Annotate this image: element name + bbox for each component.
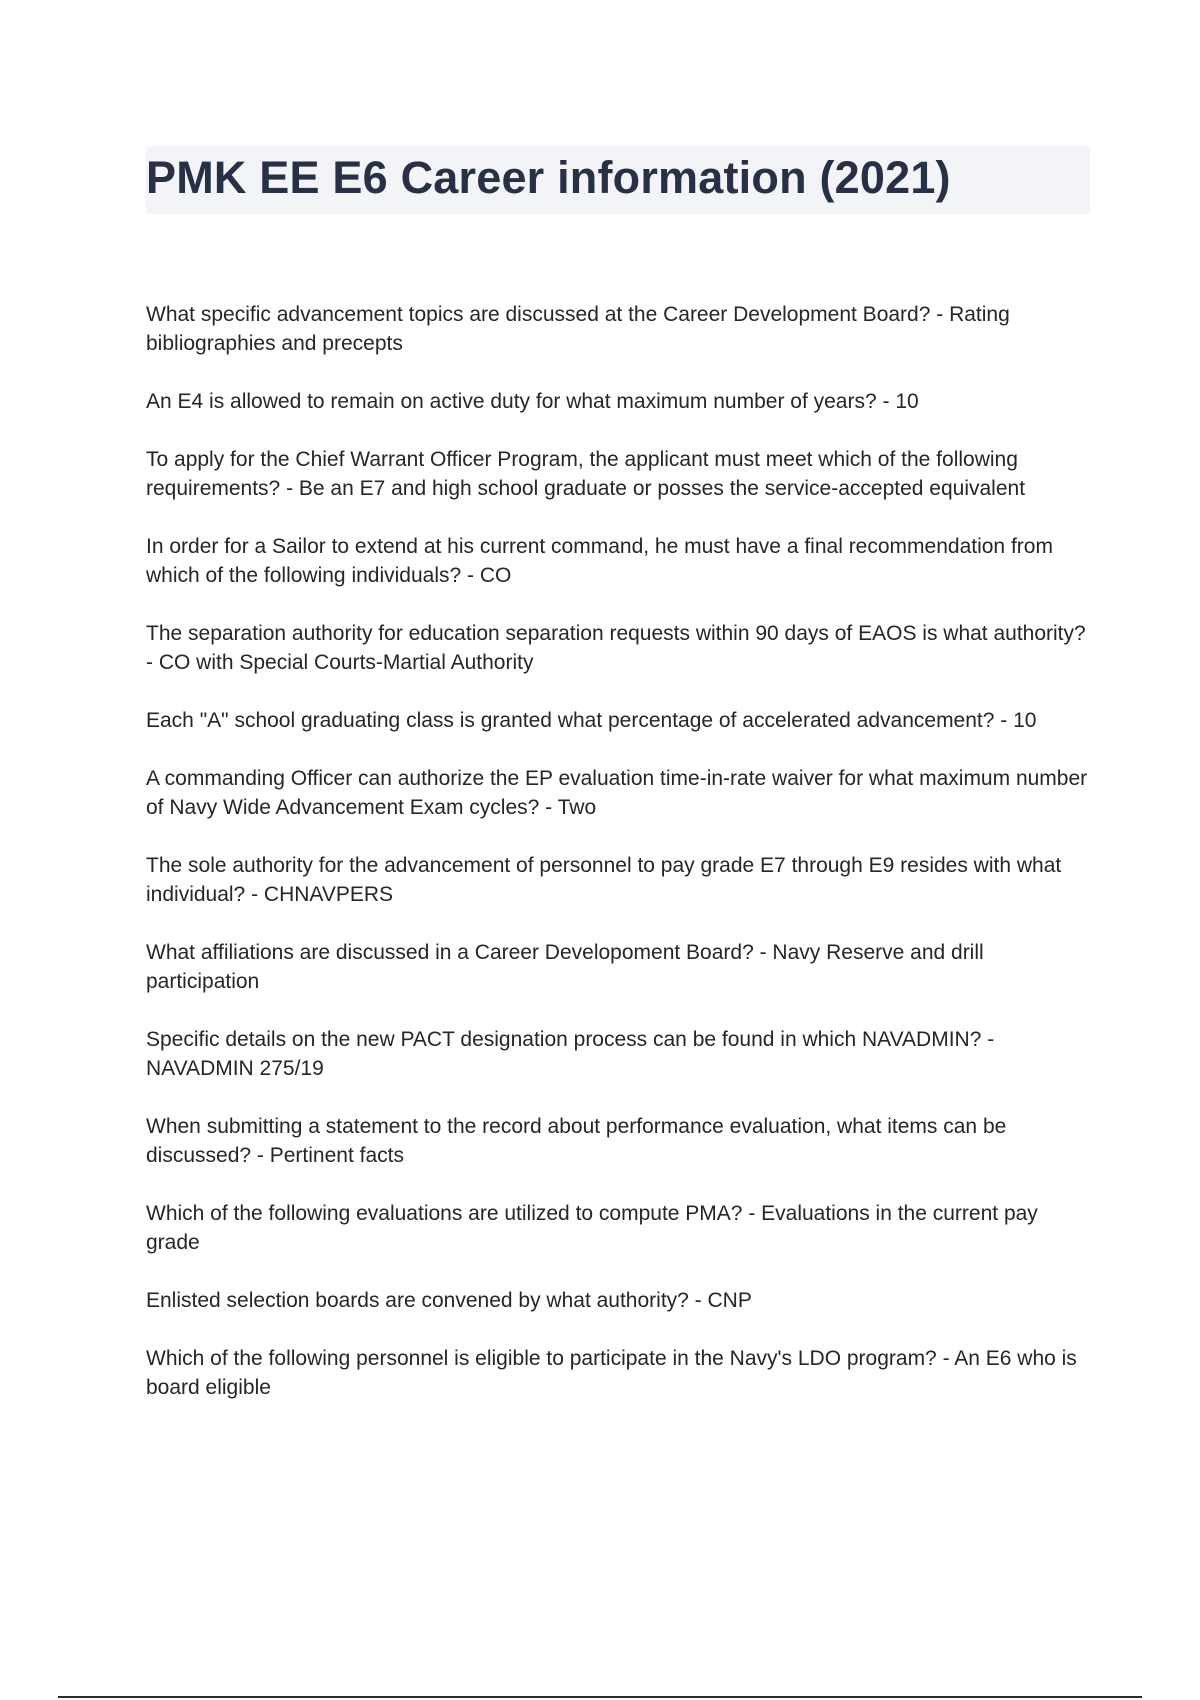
qa-entry: Enlisted selection boards are convened by what authority? - CNP bbox=[146, 1289, 752, 1312]
qa-entry: When submitting a statement to the record about performance evaluation, what items can be discussed? - Pertinent facts bbox=[146, 1115, 1007, 1167]
qa-entry: Which of the following personnel is eligible to participate in the Navy's LDO program? - An E6 who is board eligible bbox=[146, 1347, 1077, 1399]
qa-entry: Which of the following evaluations are utilized to compute PMA? - Evaluations in the current pay grade bbox=[146, 1202, 1038, 1254]
page-title: PMK EE E6 Career information (2021) bbox=[146, 152, 951, 203]
qa-entry: What affiliations are discussed in a Career Developoment Board? - Navy Reserve and drill participation bbox=[146, 941, 984, 993]
qa-list bbox=[146, 300, 1096, 1431]
title-banner bbox=[146, 146, 1090, 214]
qa-entry: The separation authority for education separation requests within 90 days of EAOS is what authority? - CO with Special Courts-Martial Authority bbox=[146, 622, 1086, 674]
qa-entry: To apply for the Chief Warrant Officer Program, the applicant must meet which of the following requirements? - Be an E7 and high school graduate or posses the service-accepted equivalent bbox=[146, 448, 1026, 500]
qa-entry: In order for a Sailor to extend at his current command, he must have a final recommendation from which of the following individuals? - CO bbox=[146, 535, 1053, 587]
qa-entry: A commanding Officer can authorize the EP evaluation time-in-rate waiver for what maximum number of Navy Wide Advancement Exam cycles? - Two bbox=[146, 767, 1088, 819]
qa-entry: The sole authority for the advancement of personnel to pay grade E7 through E9 resides with what individual? - CHNAVPERS bbox=[146, 854, 1062, 906]
qa-entry: Specific details on the new PACT designation process can be found in which NAVADMIN? - NAVADMIN 275/19 bbox=[146, 1028, 995, 1080]
footer-divider bbox=[58, 1696, 1142, 1698]
qa-entry: What specific advancement topics are discussed at the Career Development Board? - Rating bibliographies and precepts bbox=[146, 303, 1010, 355]
qa-entry: An E4 is allowed to remain on active duty for what maximum number of years? - 10 bbox=[146, 390, 919, 413]
qa-entry: Each "A" school graduating class is granted what percentage of accelerated advancement? - 10 bbox=[146, 709, 1037, 732]
